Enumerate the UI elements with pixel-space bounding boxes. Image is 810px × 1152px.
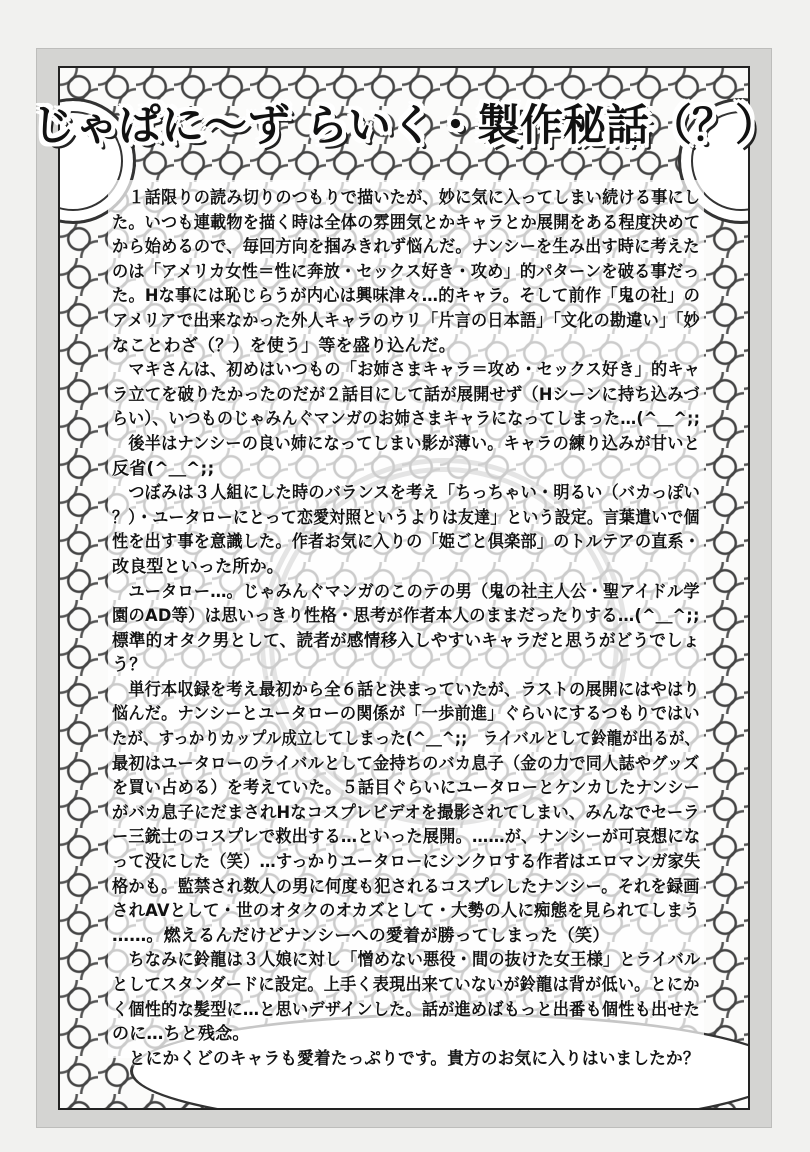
body-line: マキさんは、初めはいつもの「お姉さまキャラ＝攻め・セックス好き」的キャ (112, 360, 701, 381)
body-line: としてスタンダードに設定。上手く表現出来ていないが鈴龍は背が低い。とにか (112, 975, 700, 995)
body-line: のは「アメリカ女性＝性に奔放・セックス好き・攻め」的パターンを破る事だっ (112, 261, 700, 282)
body-line: 格かも。監禁され数人の男に何度も犯されるコスプレしたナンシー。それを録画 (112, 876, 700, 897)
body-line: のに…ちと残念。 (112, 1024, 250, 1045)
body-line: アメリアで出来なかった外人キャラのウリ「片言の日本語」「文化の勘違い」「妙 (112, 310, 700, 331)
body-line: 単行本収録を考え最初から全６話と決まっていたが、ラストの展開にはやはり (112, 679, 700, 700)
body-line: １話限りの読み切りのつもりで描いたが、妙に気に入ってしまい続ける事にし (112, 188, 701, 208)
article-body (112, 186, 700, 1071)
body-line: 反省(^＿^;; (112, 458, 215, 479)
body-line: た。Hな事には恥じらうが内心は興味津々…的キャラ。そして前作「鬼の社」の (112, 286, 701, 307)
body-line: ……。燃えるんだけどナンシーへの愛着が勝ってしまった（笑） (112, 925, 610, 946)
body-line: 最初はユータローのライバルとして金持ちのバカ息子（金の力で同人誌やグッズ (112, 753, 700, 774)
body-line: って没にした（笑）…すっかりユータローにシンクロする作者はエロマンガ家失 (112, 852, 701, 873)
body-line: う？ (112, 655, 147, 676)
body-line: ユータロー…。じゃみんぐマンガのこのテの男（鬼の社主人公・聖アイドル学 (112, 581, 700, 602)
body-line: 標準的オタク男として、読者が感情移入しやすいキャラだと思うがどうでしょ (112, 630, 700, 651)
body-line: た。いつも連載物を描く時は全体の雰囲気とかキャラとか展開をある程度決めて (112, 212, 701, 233)
body-line: たが、すっかりカップル成立してしまった(^＿^;; ライバルとして鈴龍が出るが、 (112, 729, 701, 750)
body-line: なことわざ（？）を使う」等を盛り込んだ。 (112, 335, 456, 356)
body-line: とにかくどのキャラも愛着たっぷりです。貴方のお気に入りはいましたか？ (112, 1048, 700, 1069)
body-line: ？）・ユータローにとって恋愛対照というよりは友達」という設定。言葉遣いで個 (112, 507, 700, 528)
body-line: から始めるので、毎回方向を掴みきれず悩んだ。ナンシーを生み出す時に考えた (112, 237, 700, 258)
body-line: ラ立てを破りたかったのだが２話目にして話が展開せず（Hシーンに持ち込みづ (112, 384, 700, 405)
body-line: を買い占める）を考えていた。５話目ぐらいにユータローとケンカしたナンシー (112, 778, 701, 799)
body-line: ちなみに鈴龍は３人娘に対し「憎めない悪役・間の抜けた女王様」とライバル (112, 950, 701, 971)
body-line: がバカ息子にだまされHなコスプレビデオを撮影されてしまい、みんなでセーラ (112, 802, 700, 823)
body-line: 改良型といった所か。 (112, 556, 284, 577)
body-line: 後半はナンシーの良い姉になってしまい影が薄い。キャラの練り込みが甘いと (112, 433, 700, 454)
page-title: じゃぱに〜ず らいく・製作秘話（？） (32, 100, 778, 151)
body-line: ー三銃士のコスプレで救出する…といった展開。……が、ナンシーが可哀想にな (112, 827, 701, 848)
body-line: つぼみは３人組にした時のバランスを考え「ちっちゃい・明るい（バカっぽい (112, 483, 701, 504)
body-line: されAVとして・世のオタクのオカズとして・大勢の人に痴態を見られてしまう (112, 901, 700, 922)
body-line: 園のAD等）は思いっきり性格・思考が作者本人のままだったりする…(^＿^;; (112, 606, 700, 627)
body-line: 性を出す事を意識した。作者お気に入りの「姫ごと倶楽部」のトルテアの直系・ (112, 532, 701, 553)
body-line: く個性的な髪型に…と思いデザインした。話が進めばもっと出番も個性も出せた (112, 999, 701, 1020)
body-line: 悩んだ。ナンシーとユータローの関係が「一歩前進」ぐらいにするつもりではい (112, 704, 700, 725)
body-line: らい）、いつものじゃみんぐマンガのお姉さまキャラになってしまった…(^＿^;; (112, 409, 701, 430)
